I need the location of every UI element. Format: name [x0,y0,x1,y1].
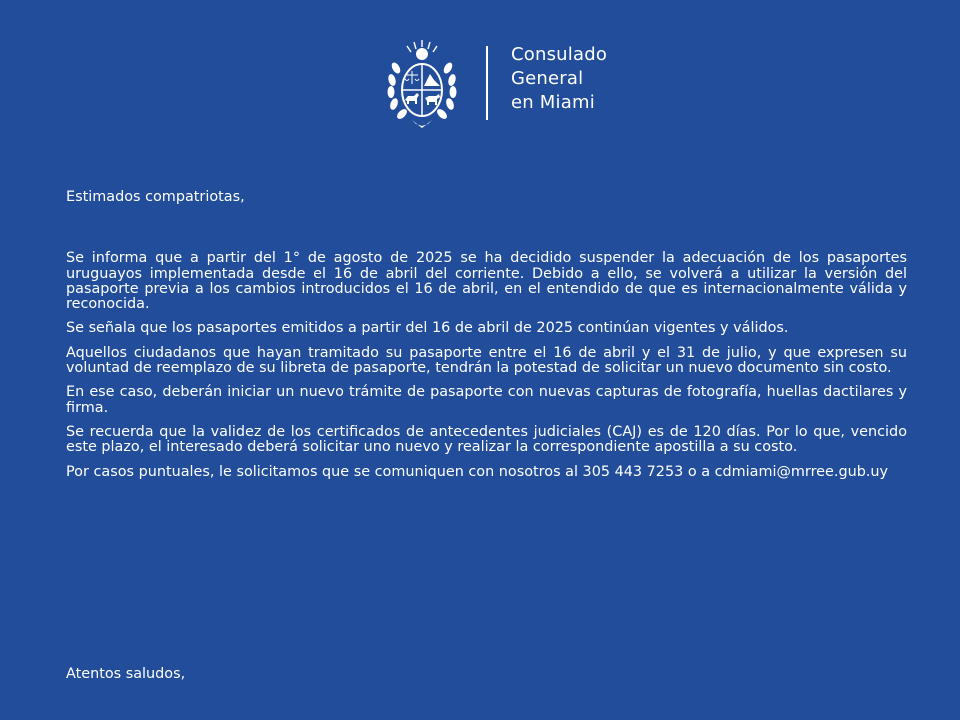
consulate-name-line-2: General [511,68,584,89]
letter-body [66,190,907,480]
uruguay-coat-of-arms-icon [384,38,460,130]
closing: Atentos saludos, [66,666,186,683]
paragraph-suspension: Se informa que a partir del 1° de agosto de 2025 se ha decidido suspender la adecuación de los pasaportes uruguayos implementada desde el 16 de abril del corriente. Debido a ello, se volverá a utilizar la versión del pasaporte previa a los cambios introducidos el 16 de abril, en el entendido de que es internacionalmente válida y reconocida. [66,250,907,313]
consulate-name-line-3: en Miami [511,92,595,113]
consulate-name-line-1: Consulado [511,44,608,65]
paragraph-replacement: Aquellos ciudadanos que hayan tramitado su pasaporte entre el 16 de abril y el 31 de julio, y que expresen su voluntad de reemplazo de su libreta de pasaporte, tendrán la potestad de solicitar un nuevo documento sin costo. [66,344,907,377]
paragraph-contact: Por casos puntuales, le solicitamos que se comuniquen con nosotros al 305 443 7253 o a cdmiami@mrree.gub.uy [66,463,889,480]
greeting: Estimados compatriotas, [66,189,245,205]
consulate-name [511,43,607,115]
paragraph-validity: Se señala que los pasaportes emitidos a partir del 16 de abril de 2025 continúan vigentes y válidos. [66,320,789,337]
paragraph-caj: Se recuerda que la validez de los certificados de antecedentes judiciales (CAJ) es de 120 días. Por lo que, vencido este plazo, el interesado deberá solicitar uno nuevo y realizar la correspondiente apostilla a su costo. [66,423,907,456]
paragraph-procedure: En ese caso, deberán iniciar un nuevo trámite de pasaporte con nuevas capturas de fotografía, huellas dactilares y firma. [66,384,907,416]
header-divider [486,46,488,120]
header [0,0,960,140]
